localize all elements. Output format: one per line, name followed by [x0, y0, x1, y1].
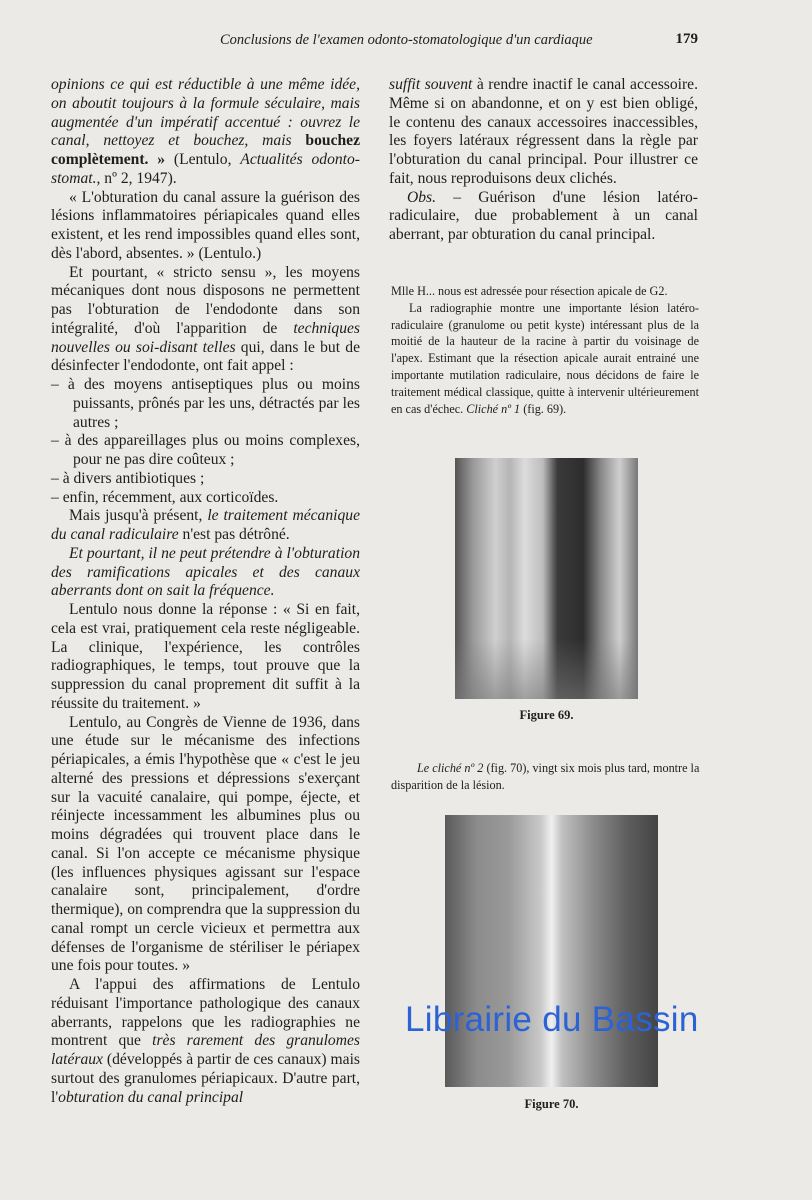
- paragraph: [51, 545, 360, 601]
- text-run: – enfin, récemment, aux corticoïdes.: [51, 488, 279, 506]
- paragraph: [389, 189, 698, 245]
- running-header: [220, 32, 700, 49]
- text-run: bouchez complètement. »: [51, 132, 360, 168]
- text-run: opinions ce qui est réductible à une même idée, on aboutit toujours à la formule séculaire, mais augmentée d'un impératif accentué : ouvrez le canal, nettoyez et bouchez, mais: [51, 76, 360, 150]
- text-run: suffit souvent: [389, 76, 473, 93]
- text-run: « L'obturation du canal assure la guérison des lésions inflammatoires périapicales quand elles existent, et les rend impossibles quand elles sont, dès l'abord, absentes. » (Lentulo.): [51, 188, 360, 262]
- figure-70-caption: Figure 70.: [524, 1097, 579, 1111]
- paragraph: [51, 376, 360, 432]
- paragraph: [51, 976, 360, 1107]
- figure-69-caption: Figure 69.: [519, 708, 574, 722]
- text-run: à rendre inactif le canal accessoire. Même si on abandonne, et on y est bien obligé, le contenu des canaux accessoires inaccessibles, les foyers latéraux régressent dans la règle par l'obturation du canal principal. Pour illustrer ce fait, nous reproduisons deux clichés.: [389, 76, 698, 187]
- paragraph: [391, 283, 699, 300]
- paragraph: [51, 507, 360, 545]
- paragraph: [51, 264, 360, 377]
- figure-69-radiograph: [455, 458, 638, 699]
- text-run: A l'appui des affirmations de Lentulo réduisant l'importance pathologique des canaux aberrants, rappelons que les radiographies ne montrent que: [51, 976, 360, 1050]
- text-run: (développés à partir de ces canaux) mais surtout des granulomes périapicaux. D'autre part, l': [51, 1051, 360, 1106]
- text-run: , nº 2, 1947).: [96, 169, 177, 187]
- page-number: 179: [675, 31, 698, 47]
- left-column: [51, 76, 360, 1107]
- text-run: techniques nouvelles ou soi-disant telles: [51, 319, 360, 356]
- figure-70-legend: [391, 760, 731, 794]
- paragraph: [51, 432, 360, 470]
- text-run: Actualités odonto-stomat.: [51, 151, 360, 187]
- figure-70-radiograph: [445, 815, 658, 1087]
- text-run: – à des moyens antiseptiques plus ou moins puissants, prônés par les uns, détractés par les autres ;: [51, 376, 360, 431]
- text-run: (fig. 69).: [520, 401, 567, 416]
- paragraph: [389, 76, 698, 189]
- paragraph: [51, 601, 360, 714]
- legend-prefix: Le cliché nº 2: [417, 761, 484, 775]
- text-run: – à des appareillages plus ou moins complexes, pour ne pas dire coûteux ;: [51, 432, 360, 468]
- text-run: qui, dans le but de désinfecter l'endodonte, ont fait appel :: [51, 338, 360, 375]
- text-run: n'est pas détrôné.: [178, 526, 290, 543]
- text-run: Lentulo nous donne la réponse : « Si en fait, cela est vrai, pratiquement cela reste négligeable. La clinique, l'expérience, les contrôles radiographiques, le temps, tout prouve que la suppression du canal proprement dit suffit à la réussite du traitement. »: [51, 601, 360, 712]
- paragraph: [51, 470, 360, 489]
- text-run: obturation du canal principal: [58, 1088, 244, 1106]
- legend-text: (fig. 70), vingt six mois plus tard, montre la disparition de la lésion.: [391, 761, 700, 792]
- paragraph: [391, 300, 699, 418]
- text-run: Cliché nº 1: [466, 401, 521, 416]
- text-run: Mlle H... nous est adressée pour résection apicale de G2.: [391, 284, 668, 298]
- text-run: La radiographie montre une importante lésion latéro-radiculaire (granulome ou petit kyste) intéressant plus de la moitié de la hauteur de la racine à partir du voisinage de l'apex. Estimant que la résection apicale aurait entrainé une importante mutilation radiculaire, nous décidons de faire le traitement médical classique, quitte à intervenir ultérieurement en cas d'échec.: [391, 300, 699, 416]
- paragraph: [51, 489, 360, 508]
- text-run: très rarement des granulomes latéraux: [51, 1032, 360, 1068]
- text-run: (Lentulo,: [165, 151, 241, 168]
- text-run: Mais jusqu'à présent,: [69, 507, 208, 525]
- text-run: – Guérison d'une lésion latéro-radiculaire, due probablement à un canal aberrant, par obturation du canal principal.: [389, 188, 698, 243]
- text-run: Obs.: [407, 188, 437, 206]
- text-run: – à divers antibiotiques ;: [51, 469, 205, 487]
- text-run: Et pourtant, il ne peut prétendre à l'obturation des ramifications apicales et des canaux aberrants dont on sait la fréquence.: [51, 544, 360, 600]
- right-column: [389, 76, 698, 245]
- paragraph: [51, 189, 360, 264]
- text-run: Lentulo, au Congrès de Vienne de 1936, dans une étude sur le mécanisme des infections périapicales, a émis l'hypothèse que « c'est le jeu alterné des pressions et dépressions s'exerçant sur la vacuité canalaire, qui pompe, éjecte, et réinjecte incessamment les albumines plus ou moins dégradées qui trouvent place dans le canal. Si l'on accepte ce mécanisme physique (les influences physiques agissant sur l'espace canalaire sont, principalement, d'ordre thermique), on comprendra que la suppression du canal rompt un cercle vicieux et permettra aux défenses de l'organisme de stériliser le périapex une fois pour toutes. »: [51, 713, 360, 975]
- paragraph: [51, 76, 360, 189]
- paragraph: [51, 714, 360, 977]
- watermark: Librairie du Bassin: [405, 1000, 699, 1039]
- case-note: [391, 283, 699, 417]
- text-run: Et pourtant, « stricto sensu », les moyens mécaniques dont nous disposons ne permettent pas l'obturation de l'endodonte dans son intégralité, d'où l'apparition de: [51, 263, 360, 337]
- running-title: Conclusions de l'examen odonto-stomatologique d'un cardiaque: [220, 32, 593, 48]
- text-run: le traitement mécanique du canal radiculaire: [51, 507, 360, 543]
